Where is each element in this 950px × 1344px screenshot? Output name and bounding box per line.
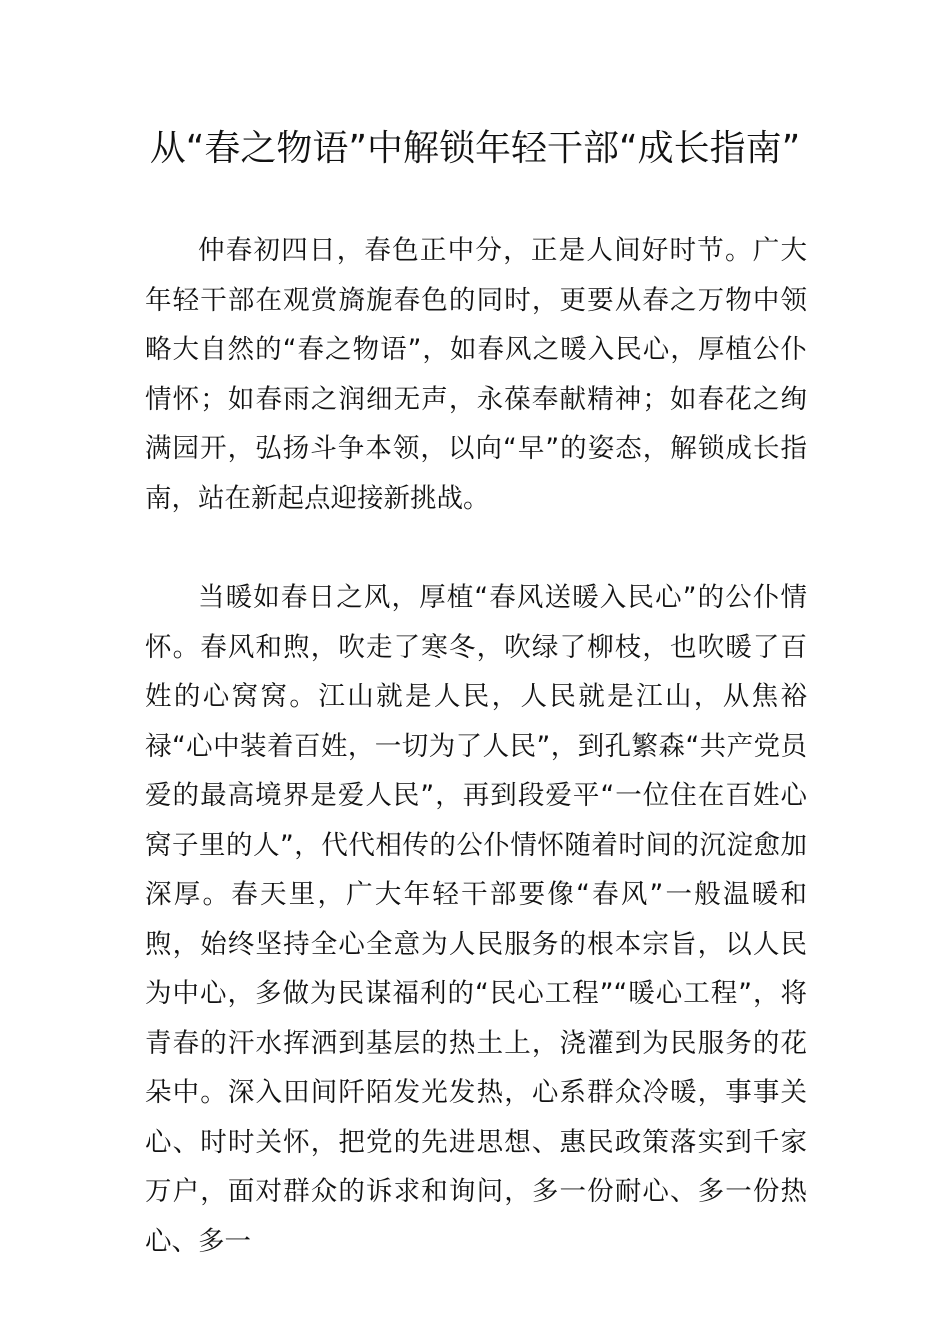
article-title: 从“春之物语”中解锁年轻干部“成长指南”	[149, 128, 801, 169]
paragraph-intro: 仲春初四日，春色正中分，正是人间好时节。广大年轻干部在观赏旖旎春色的同时，更要从春之万物中领略大自然的“春之物语”，如春风之暖入民心，厚植公仆情怀；如春雨之润细无声，永葆奉献精神；如春花之绚满园开，弘扬斗争本领，以向“早”的姿态，解锁成长指南，站在新起点迎接新挑战。	[145, 235, 807, 514]
paragraph-spring-wind: 当暖如春日之风，厚植“春风送暖入民心”的公仆情怀。春风和煦，吹走了寒冬，吹绿了柳枝，也吹暖了百姓的心窝窝。江山就是人民，人民就是江山，从焦裕禄“心中装着百姓，一切为了人民”，到孔繁森“共产党员爱的最高境界是爱人民”，再到段爱平“一位住在百姓心窝子里的人”，代代相传的公仆情怀随着时间的沉淀愈加深厚。春天里，广大年轻干部要像“春风”一般温暖和煦，始终坚持全心全意为人民服务的根本宗旨，以人民为中心，多做为民谋福利的“民心工程”“暖心工程”，将青春的汗水挥洒到基层的热土上，浇灌到为民服务的花朵中。深入田间阡陌发光发热，心系群众冷暖，事事关心、时时关怀，把党的先进思想、惠民政策落实到千家万户，面对群众的诉求和询问，多一份耐心、多一份热心、多一	[145, 582, 807, 1257]
